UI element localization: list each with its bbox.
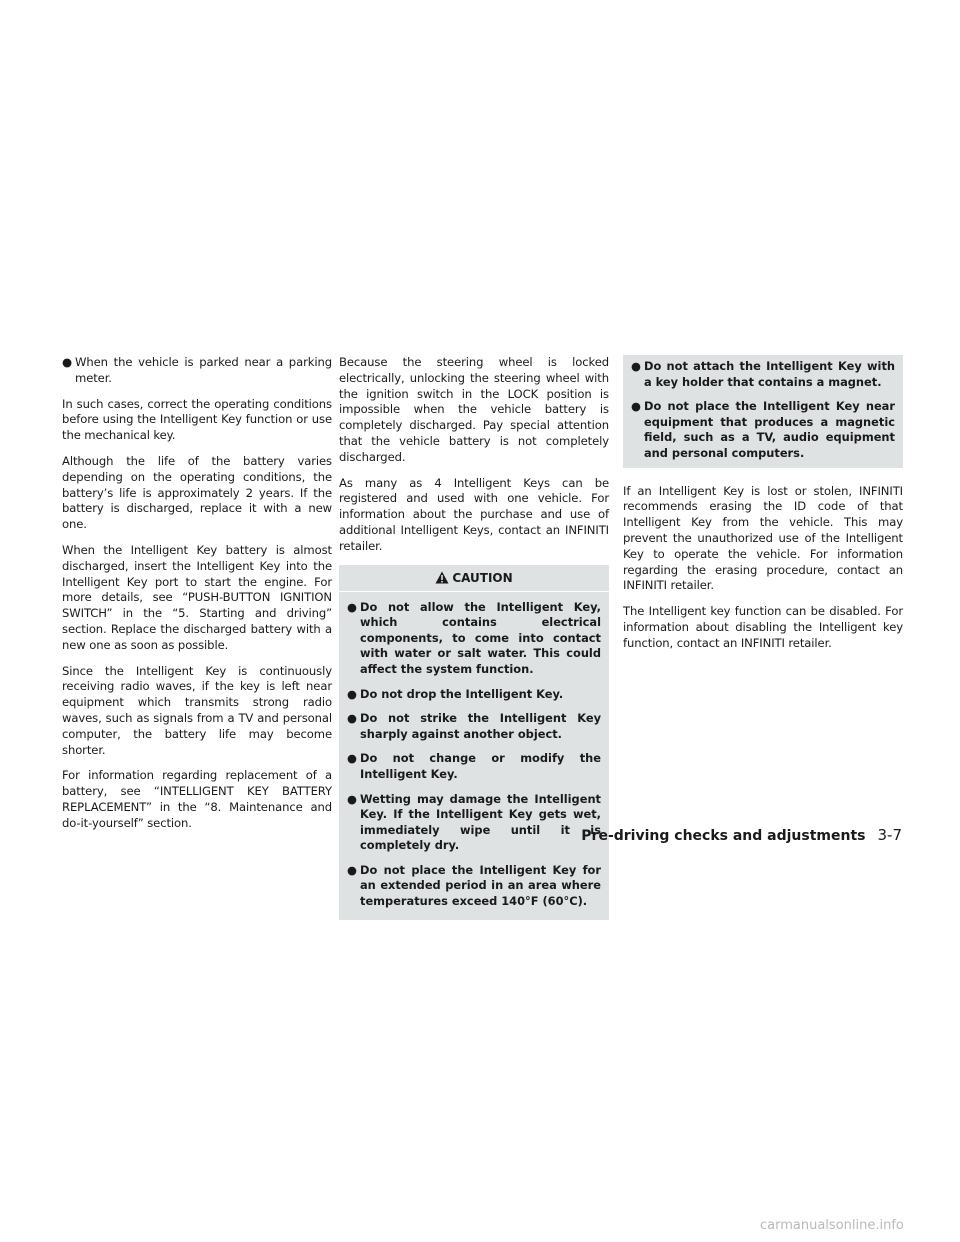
column-2 (339, 355, 609, 920)
caution-header (339, 565, 609, 592)
paragraph: When the Intelligent Key battery is almost discharged, insert the Intelligent Key into the Intelligent Key port to start the engine. For more details, see “PUSH-BUTTON IGNITION SWITCH” in the “5. Starting and driving” section. Replace the discharged battery with a new one as soon as possible. (62, 542, 332, 652)
column-1 (62, 355, 332, 842)
caution-item: ● Do not place the Intelligent Key near equipment that produces a magnetic field, such as a TV, audio equipment and personal computers. (631, 399, 895, 460)
caution-item: ● Do not drop the Intelligent Key. (347, 686, 564, 701)
column-3 (623, 355, 903, 662)
caution-item: ● Do not strike the Intelligent Key sharply against another object. (347, 711, 601, 741)
page-footer (581, 826, 902, 844)
caution-box-continued (623, 355, 903, 468)
caution-box (339, 565, 609, 920)
caution-item: ● Wetting may damage the Intelligent Key. If the Intelligent Key gets wet, immediately wipe until it is completely dry. (347, 791, 601, 853)
paragraph: The Intelligent key function can be disabled. For information about disabling the Intelligent key function, contact an INFINITI retailer. (623, 604, 903, 650)
paragraph: In such cases, correct the operating conditions before using the Intelligent Key function or use the mechanical key. (62, 396, 332, 443)
caution-item: ● Do not place the Intelligent Key for an extended period in an area where temperatures exceed 140°F (60°C). (347, 862, 601, 909)
paragraph: Since the Intelligent Key is continuously receiving radio waves, if the key is left near equipment which transmits strong radio waves, such as signals from a TV and personal computer, the battery life may become shorter. (62, 663, 332, 757)
bullet-parking-meter: ● When the vehicle is parked near a parking meter. (62, 355, 332, 385)
bullet-dot: ● (62, 355, 73, 369)
warning-icon (435, 571, 449, 584)
footer-section-title: Pre-driving checks and adjustments (581, 828, 866, 844)
caution-item: ● Do not change or modify the Intelligent Key. (347, 751, 601, 781)
paragraph: Because the steering wheel is locked electrically, unlocking the steering wheel with the ignition switch in the LOCK position is impossible when the vehicle battery is completely discharged. Pay special attention that the vehicle battery is not completely discharged. (339, 355, 609, 464)
caution-item: ● Do not attach the Intelligent Key with a key holder that contains a magnet. (631, 359, 895, 389)
paragraph: As many as 4 Intelligent Keys can be registered and used with one vehicle. For information about the purchase and use of additional Intelligent Keys, contact an INFINITI retailer. (339, 475, 609, 553)
page-number: 3-7 (877, 826, 902, 844)
paragraph: For information regarding replacement of a battery, see “INTELLIGENT KEY BATTERY REPLACEMENT” in the “8. Maintenance and do-it-yourself” section. (62, 768, 332, 830)
caution-title: CAUTION (452, 570, 513, 585)
paragraph: Although the life of the battery varies depending on the operating conditions, the battery’s life is approximately 2 years. If the battery is discharged, replace it with a new one. (62, 453, 332, 532)
caution-item: ● Do not allow the Intelligent Key, which contains electrical components, to come into contact with water or salt water. This could affect the system function. (347, 599, 601, 676)
paragraph: If an Intelligent Key is lost or stolen, INFINITI recommends erasing the ID code of that Intelligent Key from the vehicle. This may prevent the unauthorized use of the Intelligent Key to operate the vehicle. For information regarding the erasing procedure, contact an INFINITI retailer. (623, 483, 903, 593)
watermark: carmanualsonline.info (760, 1218, 904, 1233)
